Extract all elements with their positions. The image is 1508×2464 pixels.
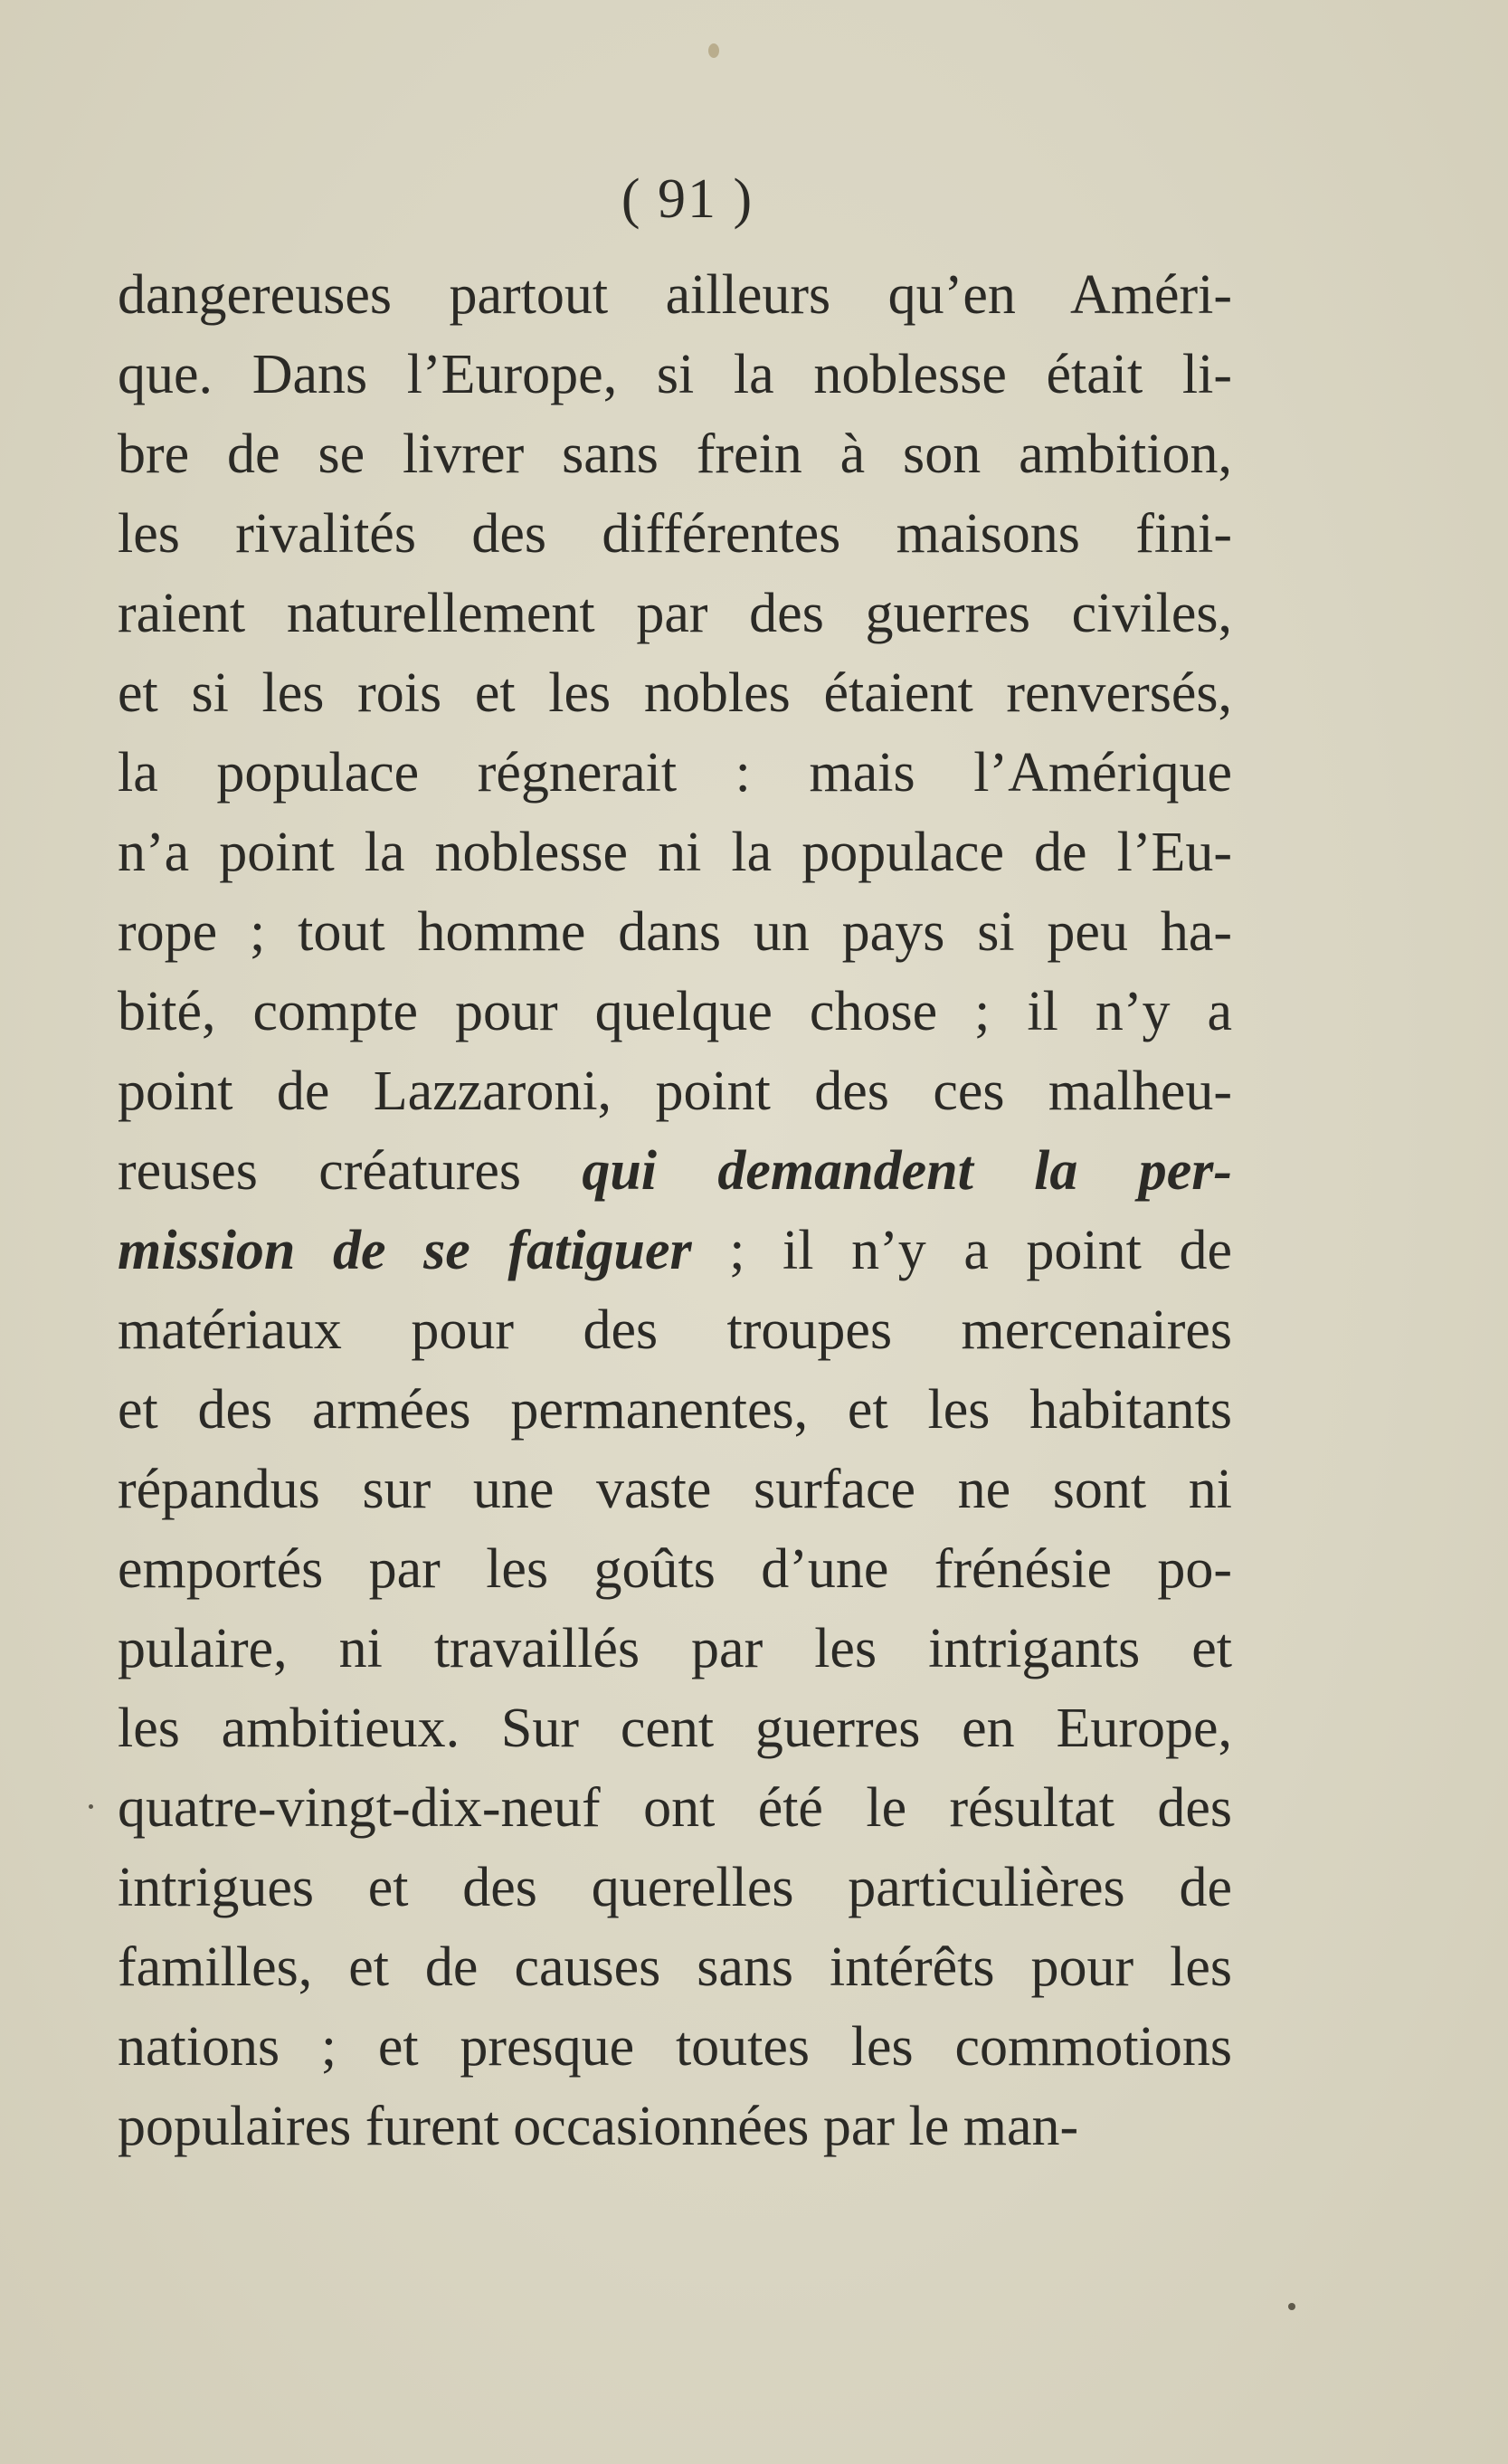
text-line bbox=[118, 1051, 1232, 1131]
text-line bbox=[118, 1848, 1232, 1927]
text-segment: dangereuses partout ailleurs qu’en Améri- bbox=[118, 264, 1232, 326]
text-line bbox=[118, 1927, 1232, 2007]
text-segment: matériaux pour des troupes mercenaires bbox=[118, 1299, 1232, 1361]
text-segment: les rivalités des différentes maisons fini- bbox=[118, 503, 1232, 565]
text-segment: répandus sur une vaste surface ne sont ni bbox=[118, 1459, 1232, 1520]
text-segment: pulaire, ni travaillés par les intrigants et bbox=[118, 1618, 1232, 1679]
text-line bbox=[118, 813, 1232, 892]
text-line bbox=[118, 1768, 1232, 1848]
text-segment: et si les rois et les nobles étaient renversés, bbox=[118, 662, 1232, 724]
italic-phrase: qui demandent la per- bbox=[582, 1140, 1232, 1202]
text-segment: intrigues et des querelles particulières de bbox=[118, 1857, 1232, 1918]
body-text bbox=[118, 255, 1232, 2166]
text-segment: les ambitieux. Sur cent guerres en Europe, bbox=[118, 1698, 1232, 1759]
text-line bbox=[118, 1211, 1232, 1290]
text-segment: bre de se livrer sans frein à son ambition, bbox=[118, 423, 1232, 485]
text-line bbox=[118, 733, 1232, 813]
text-segment: point de Lazzaroni, point des ces malheu- bbox=[118, 1061, 1232, 1122]
text-segment: la populace régnerait : mais l’Amérique bbox=[118, 742, 1232, 804]
text-line bbox=[118, 494, 1232, 574]
text-segment: emportés par les goûts d’une frénésie po- bbox=[118, 1538, 1232, 1600]
text-segment: ; il n’y a point de bbox=[691, 1220, 1232, 1281]
italic-phrase: mission de se fatiguer bbox=[118, 1220, 692, 1281]
text-segment: quatre-vingt-dix-neuf ont été le résultat des bbox=[118, 1777, 1232, 1839]
text-line bbox=[118, 1131, 1232, 1211]
text-line bbox=[118, 2007, 1232, 2087]
text-line bbox=[118, 972, 1232, 1051]
text-line bbox=[118, 255, 1232, 335]
text-line bbox=[118, 1450, 1232, 1529]
text-segment: que. Dans l’Europe, si la noblesse était li- bbox=[118, 344, 1232, 405]
text-line bbox=[118, 574, 1232, 653]
text-segment: populaires furent occasionnées par le man- bbox=[118, 2096, 1079, 2157]
text-segment: familles, et de causes sans intérêts pour les bbox=[118, 1936, 1232, 1998]
text-segment: nations ; et presque toutes les commotions bbox=[118, 2016, 1232, 2078]
text-segment: et des armées permanentes, et les habitants bbox=[118, 1379, 1232, 1441]
text-line bbox=[118, 1529, 1232, 1609]
text-line bbox=[118, 1689, 1232, 1768]
text-line bbox=[118, 1370, 1232, 1450]
text-line bbox=[118, 892, 1232, 972]
ink-speck bbox=[1288, 2303, 1295, 2310]
text-line bbox=[118, 1609, 1232, 1689]
text-line bbox=[118, 653, 1232, 733]
text-segment: bité, compte pour quelque chose ; il n’y a bbox=[118, 981, 1232, 1042]
page-number: ( 91 ) bbox=[621, 168, 754, 230]
text-segment: reuses créatures bbox=[118, 1140, 583, 1202]
text-line bbox=[118, 414, 1232, 494]
text-segment: rope ; tout homme dans un pays si peu ha- bbox=[118, 901, 1232, 963]
ink-mark bbox=[708, 43, 719, 58]
text-line bbox=[118, 1290, 1232, 1370]
text-segment: n’a point la noblesse ni la populace de l’Eu- bbox=[118, 822, 1232, 883]
ink-speck bbox=[89, 1804, 93, 1809]
text-line bbox=[118, 335, 1232, 414]
text-segment: raient naturellement par des guerres civiles, bbox=[118, 583, 1232, 644]
text-line bbox=[118, 2087, 1232, 2166]
